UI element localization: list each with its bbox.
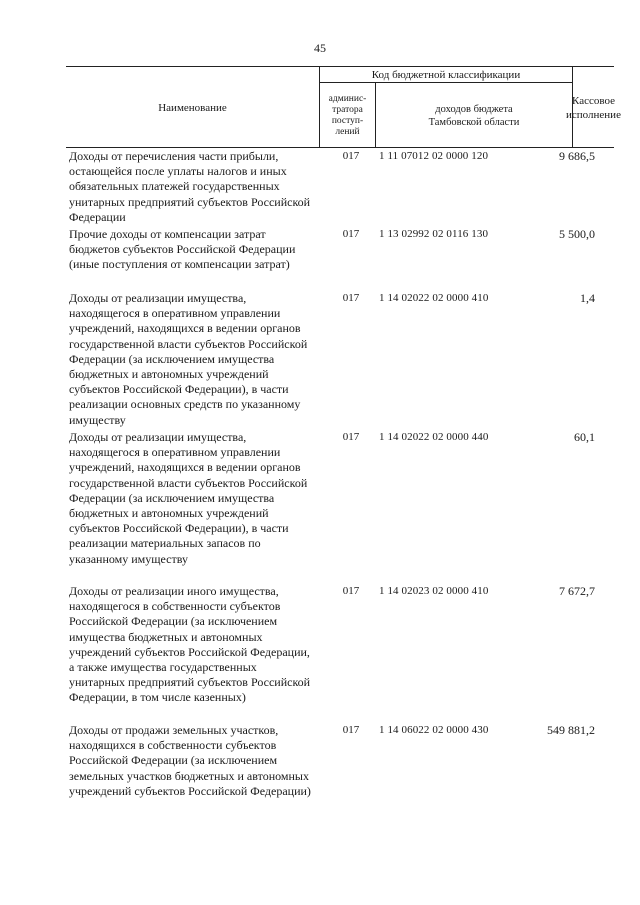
row-name: Доходы от перечисления части прибыли, остающейся после уплаты налогов и иных обязательных платежей государственных унитарных предприятий субъектов Российской Федерации: [69, 149, 311, 224]
row-income-code: 1 14 02022 02 0000 410: [379, 292, 489, 304]
header-admin-line: лений: [335, 126, 360, 137]
row-name: Доходы от реализации иного имущества, находящегося в собственности субъектов Российской Федерации (за исключением имущества бюджетных и автономных учреждений субъектов Российской Федерации, а также имущества государственных унитарных предприятий субъектов Российской Федерации, в том числе казенных): [69, 584, 311, 705]
table-header: [66, 66, 621, 148]
row-income-code: 1 14 06022 02 0000 430: [379, 724, 489, 736]
header-name: Наименование: [158, 101, 227, 114]
header-admin-line: тратора: [332, 104, 363, 115]
row-income-code: 1 14 02023 02 0000 410: [379, 585, 489, 597]
header-admin-line: поступ-: [331, 115, 364, 126]
row-admin-code: 017: [342, 228, 360, 240]
row-amount: 549 881,2: [547, 723, 595, 737]
page-number: 45: [314, 41, 326, 55]
row-name: Доходы от реализации имущества, находящегося в оперативном управлении учреждений, находящихся в ведении органов государственной власти субъектов Российской Федерации (за исключением имущества бюджетных и автономных учреждений субъектов Российской Федерации), в части реализации основных средств по указанному имуществу: [69, 291, 308, 427]
header-execution-line: Кассовое: [572, 94, 615, 107]
header-admin-line: админис-: [328, 93, 367, 104]
header-income: [376, 83, 573, 148]
row-income-code: 1 11 07012 02 0000 120: [379, 150, 489, 162]
row-name: Прочие доходы от компенсации затрат бюджетов субъектов Российской Федерации (иные поступления от компенсации затрат): [69, 227, 296, 272]
row-amount: 7 672,7: [559, 584, 595, 598]
row-admin-code: 017: [342, 585, 360, 597]
row-amount: 60,1: [574, 430, 595, 444]
row-income-code: 1 14 02022 02 0000 440: [379, 431, 489, 443]
row-amount: 1,4: [580, 291, 595, 305]
row-name: Доходы от продажи земельных участков, находящихся в собственности субъектов Российской Федерации (за исключением земельных участков бюджетных и автономных учреждений субъектов Российской Федерации): [69, 723, 311, 798]
row-admin-code: 017: [342, 150, 360, 162]
row-admin-code: 017: [342, 724, 360, 736]
header-income-line: Тамбовской области: [428, 116, 520, 128]
row-admin-code: 017: [342, 292, 360, 304]
header-income-line: доходов бюджета: [435, 103, 513, 115]
row-income-code: 1 13 02992 02 0116 130: [379, 228, 489, 240]
row-amount: 5 500,0: [559, 227, 595, 241]
row-name: Доходы от реализации имущества, находящегося в оперативном управлении учреждений, находящихся в ведении органов государственной власти субъектов Российской Федерации (за исключением имущества бюджетных и автономных учреждений субъектов Российской Федерации), в части реализации материальных запасов по указанному имуществу: [69, 430, 308, 566]
row-amount: 9 686,5: [559, 149, 595, 163]
header-admin: [319, 83, 376, 148]
header-execution: [566, 67, 621, 148]
row-admin-code: 017: [342, 431, 360, 443]
header-code-group: Код бюджетной классификации: [319, 67, 573, 83]
header-execution-line: исполнение: [566, 108, 621, 121]
